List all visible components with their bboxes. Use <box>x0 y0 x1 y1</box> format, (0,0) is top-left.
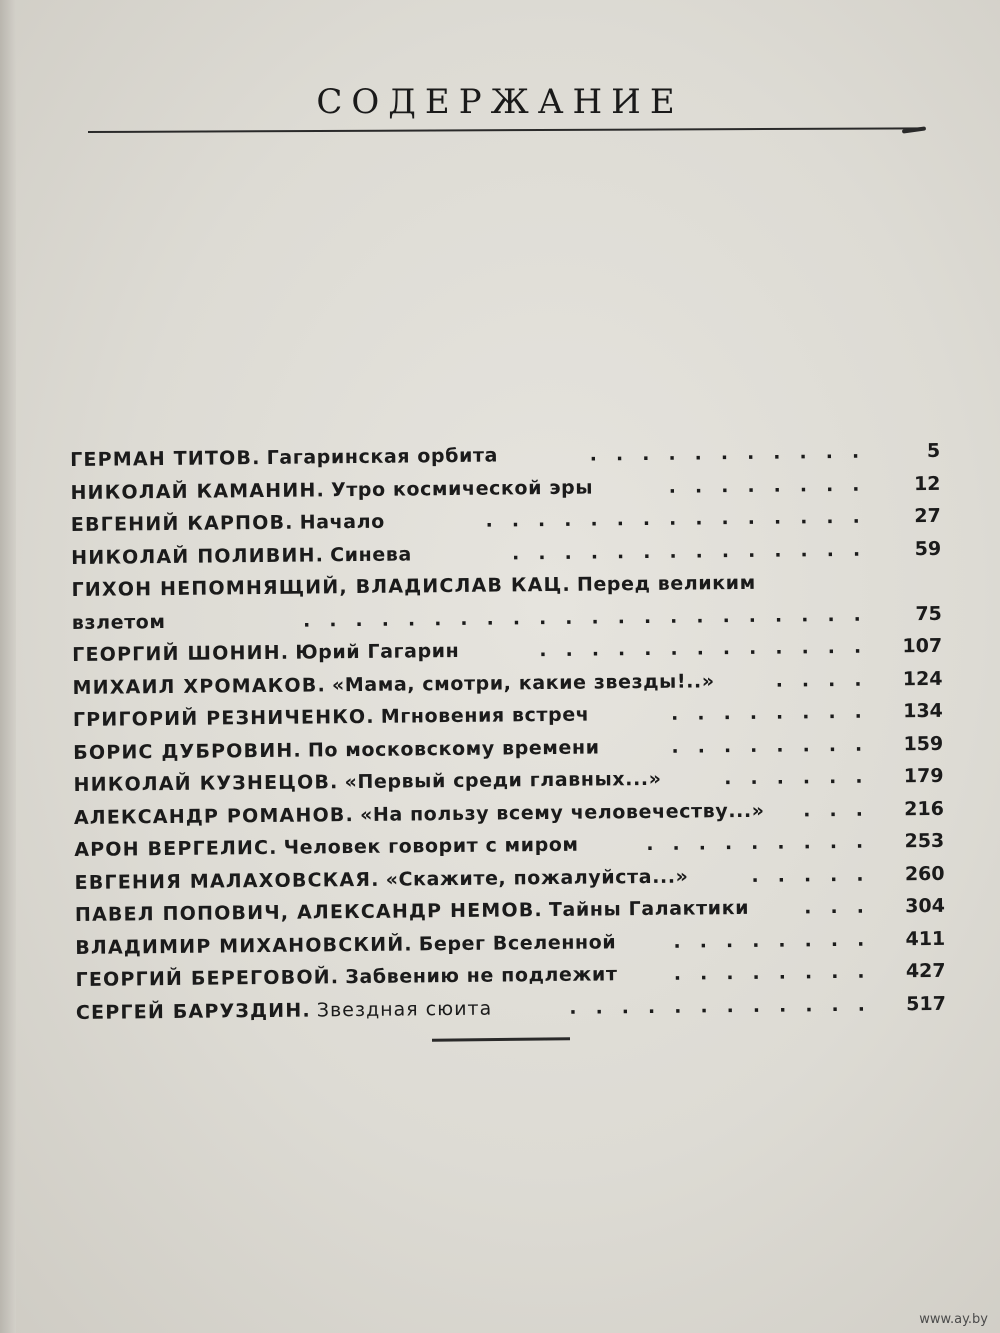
toc-title-continued: взлетом <box>71 610 166 634</box>
dot-leader: ........... <box>589 440 879 466</box>
toc-entry-line <box>73 699 590 737</box>
toc-author: ГЕОРГИЙ ШОНИН. <box>72 641 290 666</box>
toc-title: Гагаринская орбита <box>266 444 499 469</box>
toc-page-number: 304 <box>905 894 945 918</box>
toc-title: «На пользу всему человечеству...» <box>359 799 765 826</box>
page-edge <box>0 0 16 1333</box>
toc-author: АРОН ВЕРГЕЛИС. <box>74 836 278 861</box>
toc-author: ПАВЕЛ ПОПОВИЧ, АЛЕКСАНДР НЕМОВ. <box>74 899 544 926</box>
toc-page-number: 107 <box>902 634 943 658</box>
toc-page-number: 75 <box>915 602 942 625</box>
toc-page-number: 517 <box>906 992 947 1015</box>
toc-title: «Первый среди главных...» <box>344 767 662 794</box>
dot-leader: ...... <box>724 765 882 790</box>
toc-author: ГЕОРГИЙ БЕРЕГОВОЙ. <box>75 966 340 991</box>
toc-entry-line <box>76 992 493 1029</box>
toc-author: ГРИГОРИЙ РЕЗНИЧЕНКО. <box>72 705 375 731</box>
toc-entry-line <box>71 538 412 574</box>
toc-page-number: 12 <box>913 472 941 495</box>
watermark: www.ay.by <box>919 1312 988 1327</box>
dot-leader: ............. <box>539 635 881 662</box>
toc-entry-line <box>71 506 385 542</box>
toc-page-number: 27 <box>914 504 941 528</box>
toc-author: СЕРГЕЙ БАРУЗДИН. <box>75 999 311 1024</box>
toc-author: НИКОЛАЙ КУЗНЕЦОВ. <box>73 771 339 796</box>
toc-entry-line <box>74 829 579 867</box>
dot-leader: ... <box>804 895 884 919</box>
bottom-rule <box>432 1037 570 1041</box>
toc-author: ЕВГЕНИЯ МАЛАХОВСКАЯ. <box>74 868 380 894</box>
toc-page-number: 253 <box>904 829 945 853</box>
toc-title: Перед великим <box>576 571 756 596</box>
toc-author: АЛЕКСАНДР РОМАНОВ. <box>73 803 355 829</box>
toc-author: НИКОЛАЙ ПОЛИВИН. <box>71 543 325 569</box>
toc-title: «Скажите, пожалуйста...» <box>385 865 689 891</box>
dot-leader: ........ <box>668 473 879 498</box>
toc-title: Юрий Гагарин <box>295 639 460 664</box>
toc-title: Мгновения встреч <box>380 703 590 728</box>
table-of-contents <box>70 435 946 1029</box>
toc-title: Утро космической эры <box>330 476 594 501</box>
toc-page-number: 134 <box>903 699 943 723</box>
toc-title: Человек говорит с миром <box>283 833 579 859</box>
toc-author: ГИХОН НЕПОМНЯЩИЙ, ВЛАДИСЛАВ КАЦ. <box>71 573 571 601</box>
toc-page-number: 179 <box>903 764 944 788</box>
toc-author: ГЕРМАН ТИТОВ. <box>70 447 261 471</box>
dot-leader: ......... <box>646 830 883 855</box>
toc-page-number: 159 <box>903 732 944 755</box>
toc-title: Звездная сюита <box>316 997 493 1021</box>
toc-page-number: 411 <box>905 927 946 950</box>
toc-page-number: 216 <box>904 797 944 820</box>
dot-leader: .... <box>775 668 881 692</box>
dot-leader: .............. <box>511 538 880 564</box>
toc-title: Синева <box>330 542 412 566</box>
toc-entry-line <box>70 440 498 477</box>
heading-rule <box>88 127 924 133</box>
dot-leader: ... <box>803 798 882 821</box>
toc-title: «Мама, смотри, какие звезды!..» <box>331 669 715 696</box>
toc-page-number: 59 <box>914 537 942 560</box>
toc-entry-line-continued <box>72 606 166 639</box>
contents-heading: СОДЕРЖАНИЕ <box>316 82 684 122</box>
toc-page-number: 124 <box>902 667 943 690</box>
dot-leader: ..... <box>751 863 883 887</box>
toc-title: Берег Вселенной <box>418 930 617 955</box>
toc-page-number: 5 <box>926 439 941 463</box>
dot-leader: ............ <box>569 993 885 1019</box>
toc-title: По московскому времени <box>307 735 600 762</box>
dot-leader: ........ <box>671 733 882 758</box>
toc-entry <box>71 565 942 639</box>
toc-author: ВЛАДИМИР МИХАНОВСКИЙ. <box>75 932 413 959</box>
dot-leader: ........ <box>673 960 884 985</box>
toc-title: Тайны Галактики <box>548 896 750 922</box>
dot-leader: ........ <box>670 700 881 725</box>
toc-author: ЕВГЕНИЙ КАРПОВ. <box>70 511 294 536</box>
dot-leader: ........ <box>673 928 884 953</box>
dot-leader: ...................... <box>302 603 880 632</box>
toc-entry-line <box>73 731 600 769</box>
toc-author: НИКОЛАЙ КАМАНИН. <box>70 478 326 504</box>
toc-title: Забвению не подлежит <box>345 963 618 989</box>
toc-author: МИХАИЛ ХРОМАКОВ. <box>72 673 327 699</box>
dot-leader: ............... <box>485 505 879 532</box>
toc-author: БОРИС ДУБРОВИН. <box>73 739 302 764</box>
toc-page-number: 427 <box>905 959 946 983</box>
toc-entry-line <box>72 635 459 672</box>
toc-title: Начало <box>299 510 385 534</box>
toc-page-number: 260 <box>904 862 945 885</box>
toc-entry-line <box>70 471 593 509</box>
